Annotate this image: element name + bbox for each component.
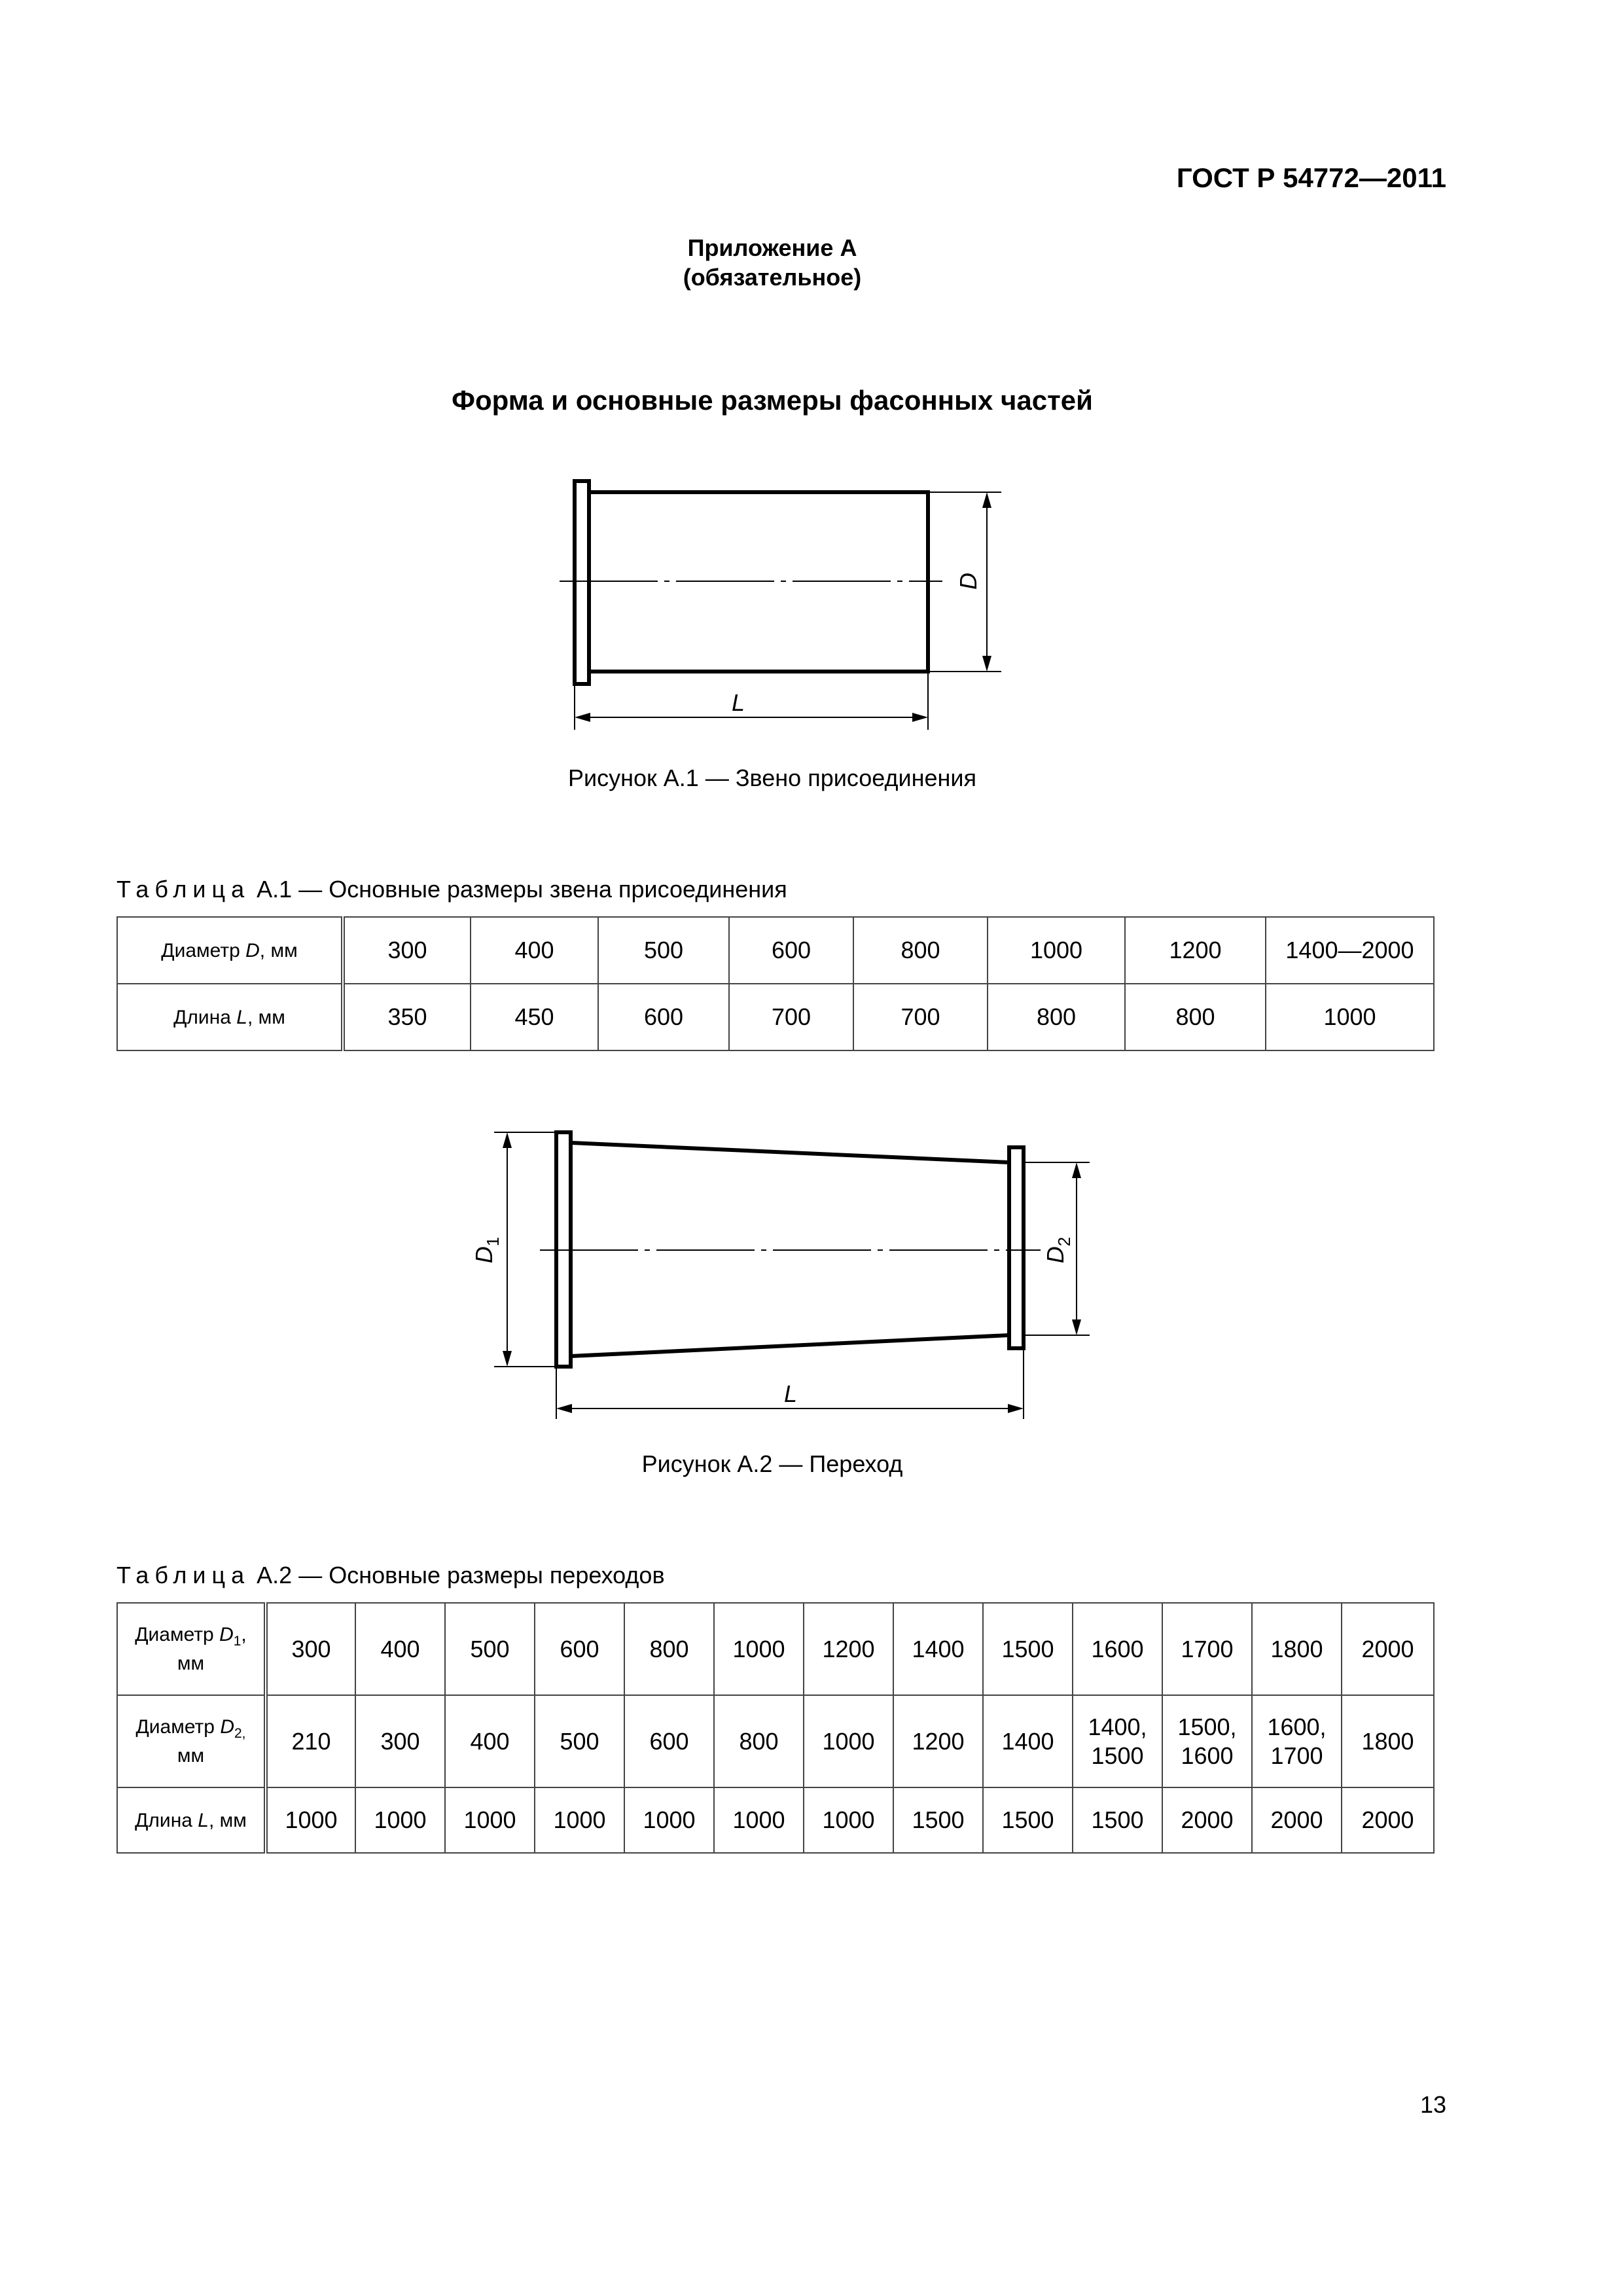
table-cell: 800 <box>988 984 1125 1050</box>
row-label-unit: , <box>241 1624 247 1646</box>
table-cell: 1000 <box>624 1787 714 1853</box>
table-cell: 1200 <box>804 1603 893 1695</box>
table-cell: 500 <box>445 1603 535 1695</box>
table-cell: 800 <box>853 917 988 984</box>
annex-title: Приложение А <box>687 234 857 261</box>
row-label-text: Диаметр <box>135 1624 220 1646</box>
table-cell: 1500 <box>893 1787 983 1853</box>
table-a1-row-header <box>117 917 343 984</box>
table-a2-caption-text: А.2 — Основные размеры переходов <box>250 1562 665 1588</box>
table-cell: 400 <box>355 1603 445 1695</box>
table-a2-row-header <box>117 1603 266 1695</box>
table-cell: 1600 <box>1073 1603 1162 1695</box>
cell-line: 1500 <box>1091 1742 1144 1769</box>
table-cell: 210 <box>266 1695 355 1787</box>
fig2-arrow-d1-bottom <box>503 1351 512 1367</box>
table-cell: 300 <box>266 1603 355 1695</box>
table-row <box>117 917 1434 984</box>
table-cell: 450 <box>471 984 598 1050</box>
fig1-flange <box>575 481 589 684</box>
table-cell: 600 <box>729 917 853 984</box>
row-label-text: Диаметр <box>161 939 246 961</box>
table-cell <box>1162 1695 1252 1787</box>
table-cell: 1000 <box>1266 984 1434 1050</box>
row-label-text: Длина <box>135 1809 198 1831</box>
table-a1-row-header <box>117 984 343 1050</box>
row-label-text: Диаметр <box>135 1716 221 1738</box>
fig2-cone-bottom <box>571 1335 1009 1356</box>
table-cell: 2000 <box>1252 1787 1342 1853</box>
table-cell: 1000 <box>535 1787 624 1853</box>
table-a2-caption <box>116 1562 665 1589</box>
table-cell: 1800 <box>1252 1603 1342 1695</box>
annex-status: (обязательное) <box>683 264 862 291</box>
table-cell: 1000 <box>266 1787 355 1853</box>
figure-a2-caption: Рисунок А.2 — Переход <box>641 1450 903 1477</box>
table-a2-row-header <box>117 1787 266 1853</box>
table-cell: 600 <box>598 984 729 1050</box>
table-a1 <box>116 916 1435 1051</box>
page-number: 13 <box>1419 2091 1446 2118</box>
table-row <box>117 1695 1434 1787</box>
table-cell: 700 <box>853 984 988 1050</box>
table-cell: 800 <box>624 1603 714 1695</box>
table-a2-caption-word: Таблица <box>116 1562 251 1588</box>
table-cell: 1500 <box>983 1603 1073 1695</box>
table-cell: 800 <box>714 1695 804 1787</box>
table-cell: 700 <box>729 984 853 1050</box>
cell-line: 1500, <box>1177 1713 1237 1741</box>
table-cell: 400 <box>445 1695 535 1787</box>
cell-line: 1600, <box>1267 1713 1327 1741</box>
table-cell: 2000 <box>1162 1787 1252 1853</box>
table-cell: 800 <box>1125 984 1266 1050</box>
table-row <box>117 1787 1434 1853</box>
table-cell: 600 <box>535 1603 624 1695</box>
fig2-arrow-l-left <box>556 1404 572 1413</box>
table-cell: 400 <box>471 917 598 984</box>
cell-line: 1700 <box>1270 1742 1323 1769</box>
table-a1-caption <box>116 876 787 903</box>
table-cell: 1000 <box>714 1787 804 1853</box>
fig2-label-d2: $D_2$ <box>1042 1236 1074 1264</box>
table-cell: 1700 <box>1162 1603 1252 1695</box>
cell-line: 1600 <box>1181 1742 1234 1769</box>
fig2-flange-right <box>1009 1147 1024 1348</box>
table-cell: 500 <box>598 917 729 984</box>
table-cell: 300 <box>355 1695 445 1787</box>
fig1-arrow-d-bottom <box>982 656 991 672</box>
table-cell: 350 <box>343 984 471 1050</box>
table-cell <box>1073 1695 1162 1787</box>
fig1-arrow-l-left <box>575 713 590 722</box>
fig2-cone-top <box>571 1143 1009 1162</box>
fig1-label-l: L <box>731 689 745 716</box>
row-label-variable: D <box>245 939 260 961</box>
cell-line: 1400, <box>1088 1713 1147 1741</box>
row-label-unit: мм <box>177 1744 205 1767</box>
fig2-arrow-d2-bottom <box>1072 1319 1081 1335</box>
table-cell: 1200 <box>893 1695 983 1787</box>
row-label-text: Длина <box>173 1006 237 1028</box>
table-a1-caption-word: Таблица <box>116 876 251 903</box>
table-cell <box>1252 1695 1342 1787</box>
figure-a2-drawing <box>0 1080 1623 1446</box>
fig1-arrow-l-right <box>912 713 928 722</box>
table-cell: 1400 <box>893 1603 983 1695</box>
table-cell: 1800 <box>1342 1695 1434 1787</box>
table-cell: 1400—2000 <box>1266 917 1434 984</box>
row-label-variable: D <box>220 1716 234 1738</box>
table-cell: 1400 <box>983 1695 1073 1787</box>
figure-a1-caption: Рисунок А.1 — Звено присоединения <box>568 764 976 791</box>
row-label-subscript: 1 <box>233 1634 241 1649</box>
fig2-label-l: L <box>783 1380 798 1407</box>
fig2-arrow-d2-top <box>1072 1162 1081 1178</box>
row-label-unit: , мм <box>259 939 298 961</box>
fig1-label-d: D <box>955 573 982 590</box>
row-label-variable: L <box>198 1809 209 1831</box>
table-cell: 1500 <box>1073 1787 1162 1853</box>
table-cell: 1000 <box>804 1787 893 1853</box>
table-cell: 1000 <box>804 1695 893 1787</box>
table-cell: 600 <box>624 1695 714 1787</box>
table-cell: 1000 <box>445 1787 535 1853</box>
table-cell: 300 <box>343 917 471 984</box>
row-label-variable: D <box>219 1624 234 1646</box>
fig2-label-d1: $D_1$ <box>471 1236 503 1264</box>
table-cell: 1000 <box>988 917 1125 984</box>
table-cell: 1200 <box>1125 917 1266 984</box>
table-cell: 2000 <box>1342 1787 1434 1853</box>
table-cell: 2000 <box>1342 1603 1434 1695</box>
figure-a1-drawing <box>0 0 1623 825</box>
table-a2-row-header <box>117 1695 266 1787</box>
table-cell: 1500 <box>983 1787 1073 1853</box>
row-label-variable: L <box>236 1006 247 1028</box>
table-a1-caption-text: А.1 — Основные размеры звена присоединения <box>250 876 787 903</box>
table-row <box>117 1603 1434 1695</box>
table-cell: 1000 <box>355 1787 445 1853</box>
fig1-arrow-d-top <box>982 492 991 508</box>
row-label-unit: мм <box>177 1652 205 1674</box>
standard-number: ГОСТ Р 54772—2011 <box>1176 162 1446 193</box>
section-title: Форма и основные размеры фасонных частей <box>452 385 1093 416</box>
fig2-arrow-d1-top <box>503 1132 512 1148</box>
row-label-unit: , мм <box>208 1809 247 1831</box>
table-a2 <box>116 1602 1435 1854</box>
table-row <box>117 984 1434 1050</box>
fig2-arrow-l-right <box>1008 1404 1024 1413</box>
row-label-subscript: 2, <box>234 1726 246 1742</box>
row-label-unit: , мм <box>247 1006 285 1028</box>
table-cell: 500 <box>535 1695 624 1787</box>
table-cell: 1000 <box>714 1603 804 1695</box>
